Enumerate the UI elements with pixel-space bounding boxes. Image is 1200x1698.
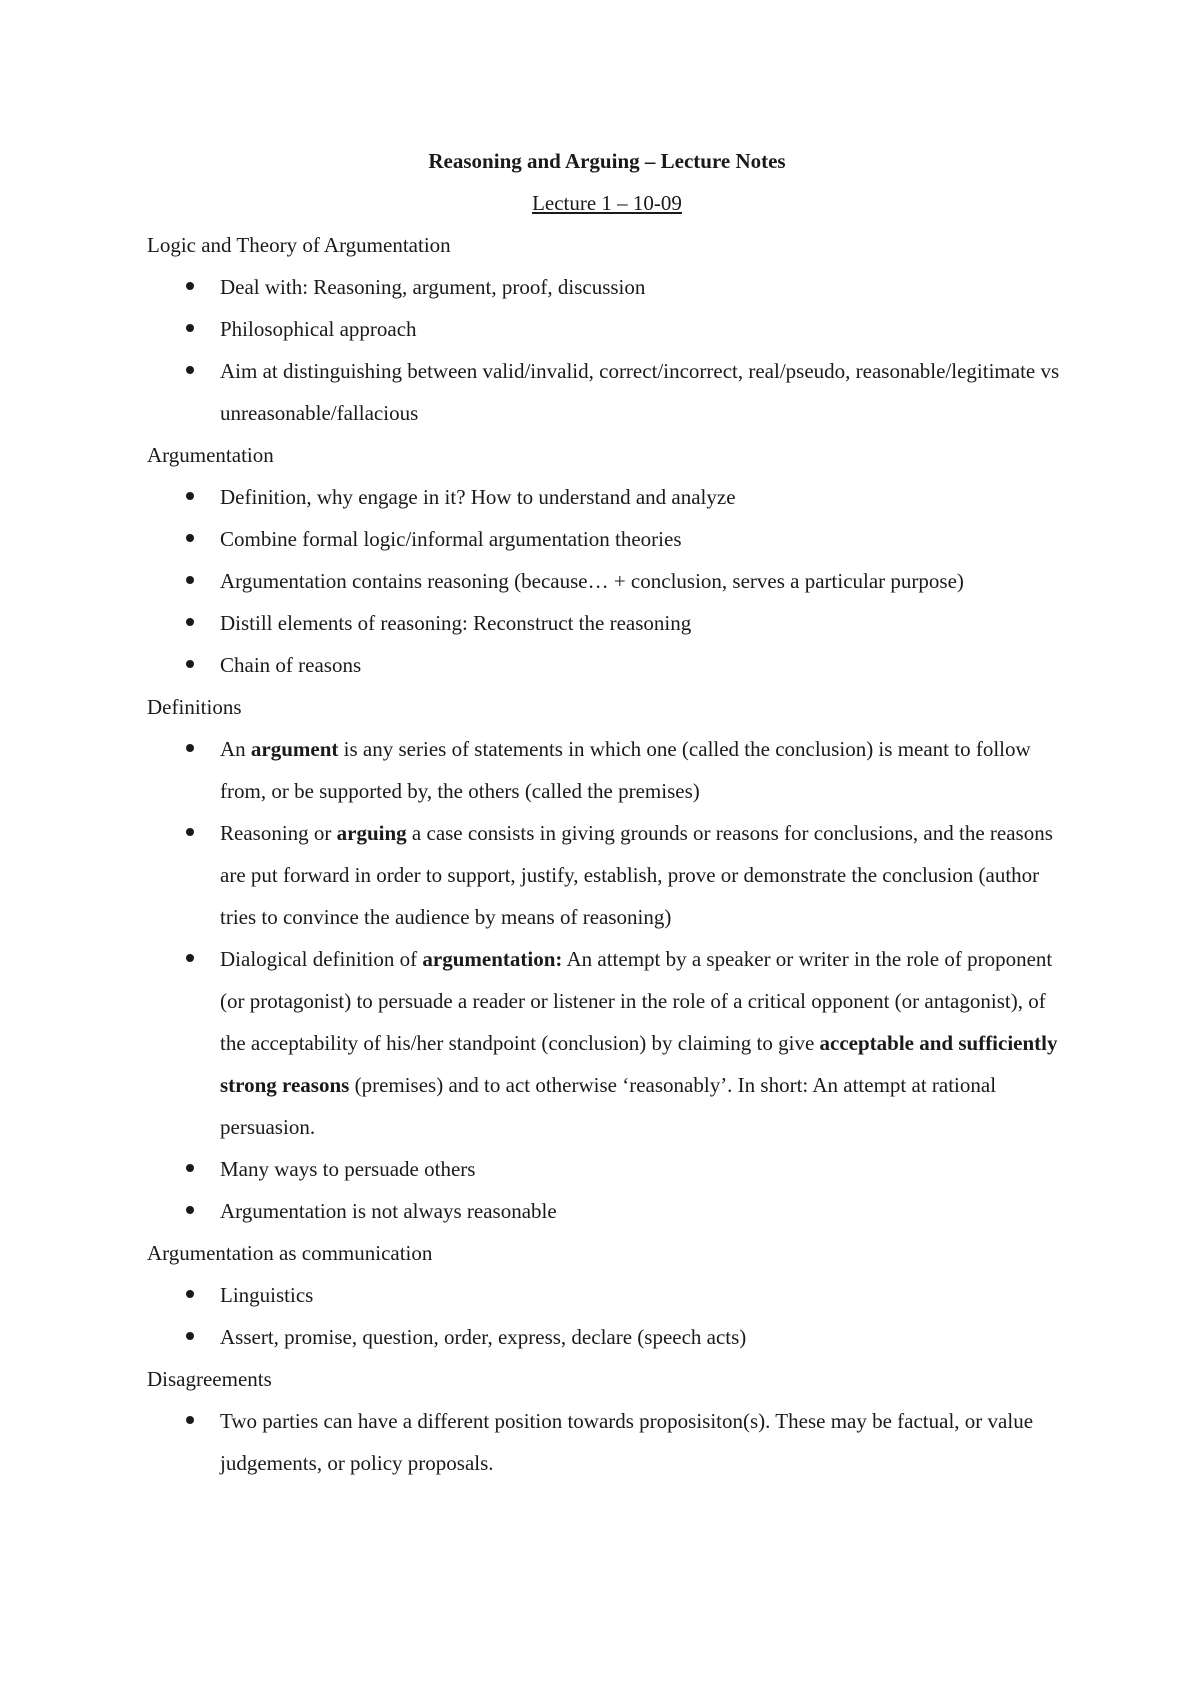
bullet-icon: [186, 744, 194, 752]
bullet-list: [147, 476, 1067, 686]
bullet-icon: [186, 618, 194, 626]
bullet-list: [147, 1274, 1067, 1358]
list-item: [147, 1274, 1067, 1316]
bullet-list: [147, 1400, 1067, 1484]
list-item-text: Assert, promise, question, order, express, declare (speech acts): [220, 1325, 747, 1349]
list-item-text-post: a case consists in giving grounds or reasons for conclusions, and the reasons are put forward in order to support, justify, establish, prove or demonstrate the conclusion (author tries to convince the audience by means of reasoning): [220, 821, 1053, 929]
list-item: [147, 938, 1067, 1148]
bullet-list: [147, 728, 1067, 1232]
term-argument: argument: [250, 737, 339, 761]
document-title: Reasoning and Arguing – Lecture Notes: [428, 149, 786, 173]
list-item-text-pre: Reasoning or: [220, 821, 337, 845]
list-item-text: Argumentation contains reasoning (because… + conclusion, serves a particular purpose): [220, 569, 964, 593]
section-heading: Argumentation: [147, 443, 274, 467]
bullet-icon: [186, 954, 194, 962]
list-item: [147, 644, 1067, 686]
lecture-subtitle: Lecture 1 – 10-09: [532, 191, 682, 215]
list-item-text: Chain of reasons: [220, 653, 362, 677]
list-item-text-post: is any series of statements in which one (called the conclusion) is meant to follow from, or be supported by, the others (called the premises): [220, 737, 1031, 803]
list-item: [147, 1148, 1067, 1190]
list-item-text: Philosophical approach: [220, 317, 417, 341]
list-item: [147, 1400, 1067, 1484]
bullet-icon: [186, 534, 194, 542]
bullet-icon: [186, 660, 194, 668]
term-argumentation: argumentation:: [422, 947, 563, 971]
list-item-text: Argumentation is not always reasonable: [220, 1199, 557, 1223]
list-item: [147, 308, 1067, 350]
bullet-list: [147, 266, 1067, 434]
list-item-text: Many ways to persuade others: [220, 1157, 476, 1181]
list-item: [147, 350, 1067, 434]
bullet-icon: [186, 1164, 194, 1172]
list-item-text-post: (premises) and to act otherwise ‘reasonably’. In short: An attempt at rational persuasion.: [220, 1073, 997, 1139]
bullet-icon: [186, 1290, 194, 1298]
list-item: [147, 560, 1067, 602]
list-item-text: Two parties can have a different position towards proposisiton(s). These may be factual, or value judgements, or policy proposals.: [220, 1409, 1034, 1475]
list-item-text: Distill elements of reasoning: Reconstruct the reasoning: [220, 611, 692, 635]
list-item-text: Deal with: Reasoning, argument, proof, discussion: [220, 275, 646, 299]
document-body: [147, 140, 1067, 1484]
list-item: [147, 602, 1067, 644]
bullet-icon: [186, 576, 194, 584]
list-item-text-pre: An: [220, 737, 251, 761]
list-item-text: Linguistics: [220, 1283, 314, 1307]
list-item-text-mid: An attempt by a speaker or writer in the role of proponent (or protagonist) to persuade a reader or listener in the role of a critical opponent (or antagonist), of the acceptability of his/her standpoint (conclusion) by claiming to give: [220, 947, 1053, 1055]
list-item: [147, 1316, 1067, 1358]
section-heading: Disagreements: [147, 1367, 272, 1391]
list-item: [147, 728, 1067, 812]
section-heading: Argumentation as communication: [147, 1241, 433, 1265]
bullet-icon: [186, 1416, 194, 1424]
list-item: [147, 1190, 1067, 1232]
bullet-icon: [186, 324, 194, 332]
list-item-text-pre: Dialogical definition of: [220, 947, 423, 971]
list-item: [147, 266, 1067, 308]
list-item-text: Combine formal logic/informal argumentation theories: [220, 527, 682, 551]
list-item-text: Aim at distinguishing between valid/invalid, correct/incorrect, real/pseudo, reasonable/legitimate vs unreasonable/fallacious: [220, 359, 1060, 425]
term-arguing: arguing: [336, 821, 407, 845]
bullet-icon: [186, 828, 194, 836]
list-item-text: Definition, why engage in it? How to understand and analyze: [220, 485, 736, 509]
bullet-icon: [186, 1332, 194, 1340]
section-heading: Logic and Theory of Argumentation: [147, 233, 451, 257]
section-heading: Definitions: [147, 695, 242, 719]
term-acceptable-reasons: acceptable and sufficiently strong reasons: [220, 1031, 1058, 1097]
bullet-icon: [186, 492, 194, 500]
list-item: [147, 476, 1067, 518]
list-item: [147, 812, 1067, 938]
bullet-icon: [186, 1206, 194, 1214]
list-item: [147, 518, 1067, 560]
bullet-icon: [186, 282, 194, 290]
bullet-icon: [186, 366, 194, 374]
